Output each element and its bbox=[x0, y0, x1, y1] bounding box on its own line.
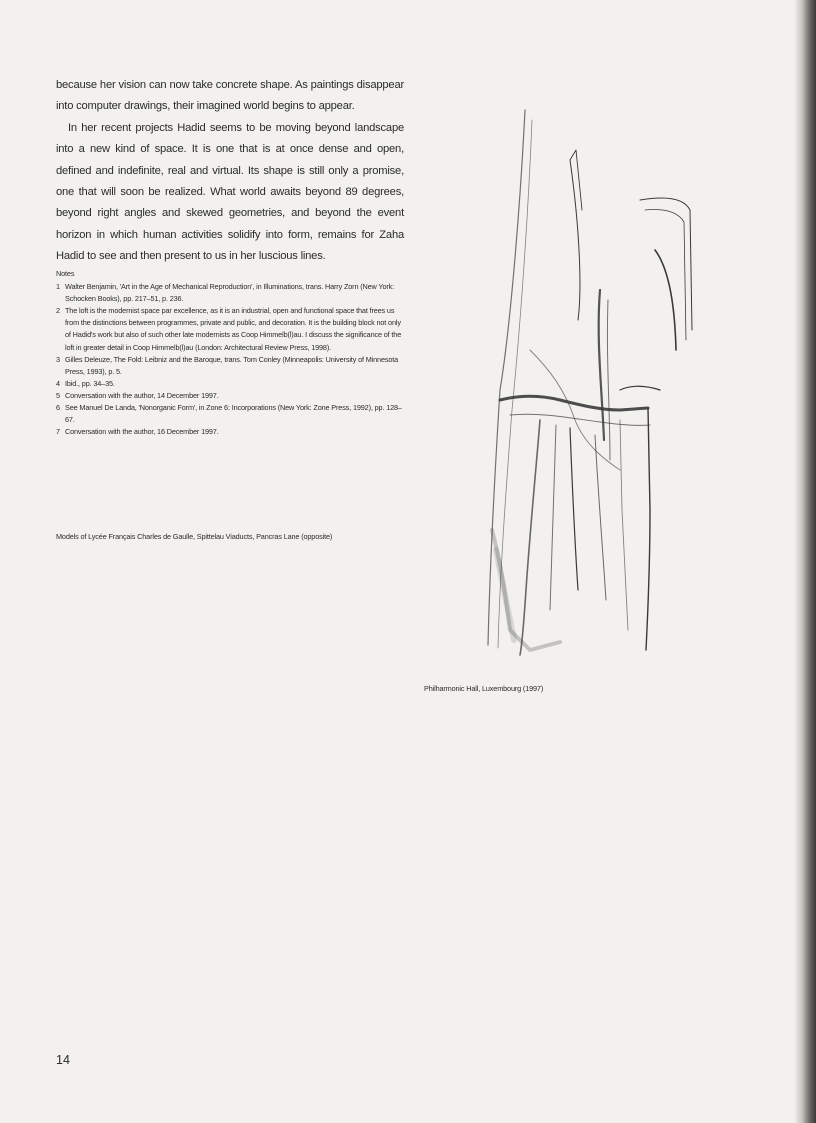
note-number: 6 bbox=[56, 403, 60, 413]
note-text: Conversation with the author, 14 December 1997. bbox=[65, 390, 219, 400]
body-paragraph-1: because her vision can now take concrete shape. As paintings disappear into computer drawings, their imagined world begins to appear. bbox=[56, 79, 404, 113]
note-item bbox=[56, 281, 408, 305]
page-edge-shadow bbox=[794, 0, 816, 1123]
note-number: 1 bbox=[56, 282, 60, 292]
note-number: 5 bbox=[56, 390, 60, 400]
note-number: 3 bbox=[56, 354, 60, 364]
note-number: 2 bbox=[56, 306, 60, 316]
note-text: Ibid., pp. 34–35. bbox=[65, 378, 115, 388]
body-paragraph-2: In her recent projects Hadid seems to be moving beyond landscape into a new kind of space. It is one that is at once dense and open, defined and indefinite, real and virtual. Its shape is still only a promise, one that will soon be realized. What world awaits beyond 89 degrees, beyond right angles and skewed geometries, and beyond the event horizon in which human activities solidify into form, remains for Zaha Hadid to see and then present to us in her luscious lines. bbox=[56, 121, 404, 263]
note-item bbox=[56, 305, 408, 353]
page-number: 14 bbox=[56, 1053, 70, 1067]
notes-heading: Notes bbox=[56, 269, 75, 278]
note-item bbox=[56, 402, 408, 426]
note-item bbox=[56, 354, 408, 378]
note-text: See Manuel De Landa, 'Nonorganic Form', in Zone 6: Incorporations (New York: Zone Press, 1992), pp. 128–67. bbox=[65, 403, 402, 425]
note-item bbox=[56, 426, 408, 438]
note-text: Walter Benjamin, 'Art in the Age of Mechanical Reproduction', in Illuminations, trans. Harry Zorn (New York: Schocken Books), pp. 217–51, p. 236. bbox=[65, 282, 395, 304]
philharmonic-caption: Philharmonic Hall, Luxembourg (1997) bbox=[424, 684, 544, 693]
philharmonic-hall-sketch bbox=[470, 90, 710, 660]
note-item bbox=[56, 378, 408, 390]
note-text: Gilles Deleuze, The Fold: Leibniz and the Baroque, trans. Tom Conley (Minneapolis: University of Minnesota Press, 1993), p. 5. bbox=[65, 354, 399, 376]
notes-section bbox=[56, 268, 408, 438]
note-text: The loft is the modernist space par excellence, as it is an industrial, open and functional space that frees us from the distinctions between programmes, private and public, and decoration. It is the building block not only of Hadid's work but also of such other late modernists as Coop Himmelb(l)au. I discuss the significance of the loft in greater detail in Coop Himmelb(l)au (London: Architectural Review Press, 1998). bbox=[65, 306, 402, 352]
note-text: Conversation with the author, 16 December 1997. bbox=[65, 427, 219, 437]
note-number: 4 bbox=[56, 378, 60, 388]
note-item bbox=[56, 390, 408, 402]
body-text bbox=[56, 75, 404, 268]
models-caption: Models of Lycée Français Charles de Gaulle, Spittelau Viaducts, Pancras Lane (opposite) bbox=[56, 532, 333, 541]
note-number: 7 bbox=[56, 427, 60, 437]
